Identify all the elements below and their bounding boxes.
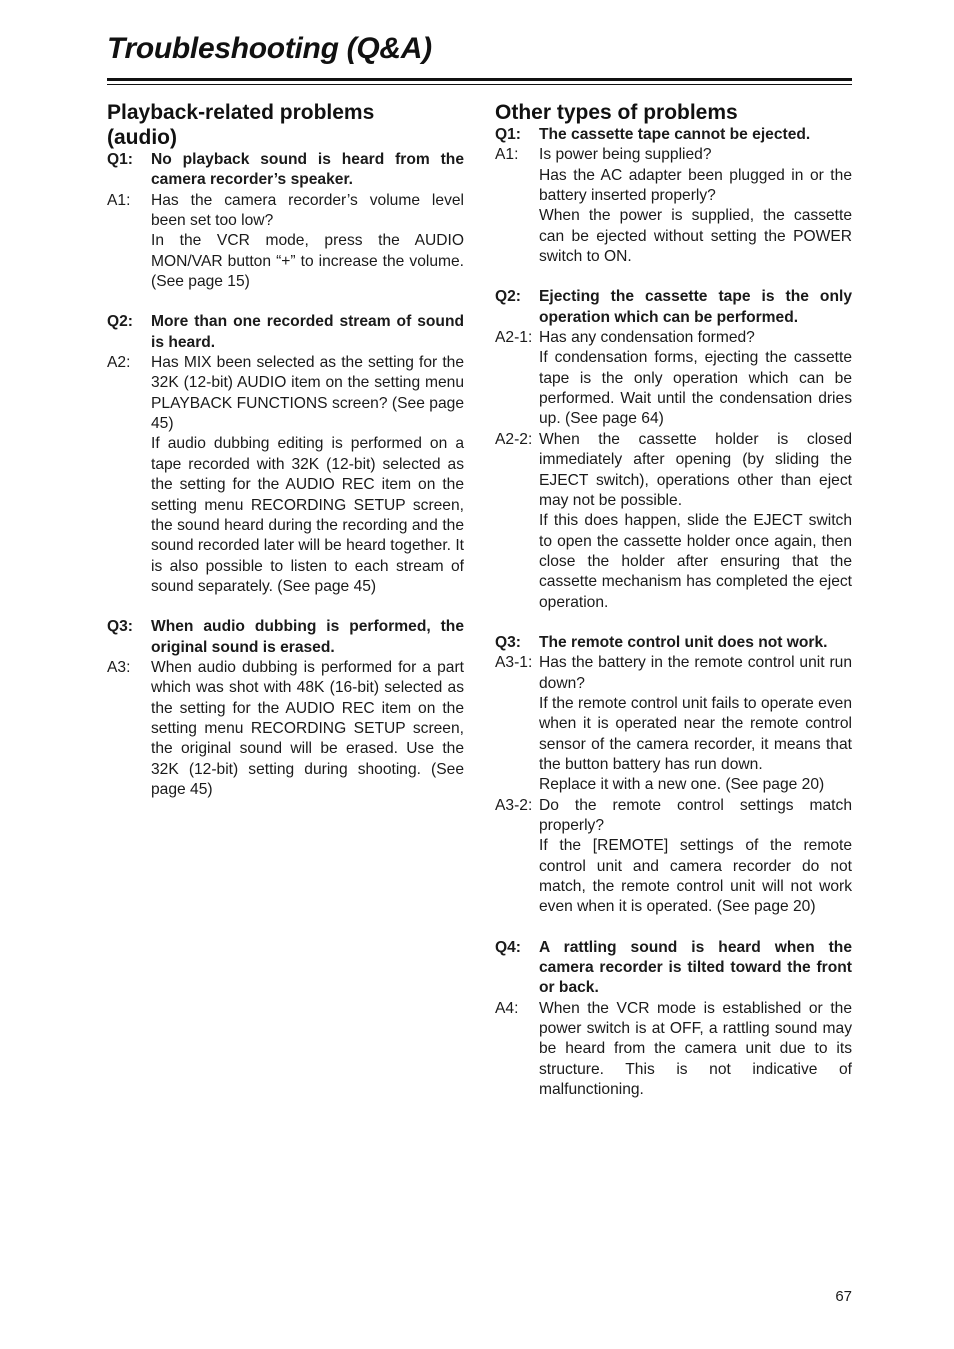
spacer: [495, 267, 852, 287]
answer: [495, 999, 852, 1101]
answer: [495, 511, 852, 613]
question-text: More than one recorded stream of sound is heard.: [151, 313, 464, 351]
question: [107, 617, 464, 658]
answer-label: A2-1:: [495, 329, 533, 347]
answer: [495, 694, 852, 775]
answer-label: [495, 166, 539, 207]
question-label: Q4:: [495, 938, 521, 956]
answer-text: If the remote control unit fails to operate even when it is operated near the remote control sensor of the camera recorder, it means that the button battery has run down.: [539, 694, 852, 773]
answer-label: A3-2:: [495, 796, 533, 814]
answer-text: Replace it with a new one. (See page 20): [539, 776, 825, 794]
answer-text: When the VCR mode is established or the power switch is at OFF, a rattling sound may be heard from the camera unit due to its structure. This is not indicative of malfunctioning.: [539, 999, 852, 1099]
section-title-playback-audio: Playback-related problems (audio): [107, 101, 375, 149]
answer: [495, 775, 852, 795]
answer-text: Has the camera recorder’s volume level been set too low?: [151, 191, 464, 230]
question: [495, 125, 852, 145]
answer-text: If this does happen, slide the EJECT switch to open the cassette holder once again, then close the holder after ensuring that the cassette mechanism has completed the eject operation.: [539, 512, 852, 611]
answer-text: In the VCR mode, press the AUDIO MON/VAR button “+” to increase the volume. (See page 15): [151, 232, 464, 291]
answer-label: [495, 511, 539, 613]
question-text: A rattling sound is heard when the camera recorder is tilted toward the front or back.: [539, 938, 852, 997]
answer-label: [107, 231, 151, 292]
answer-text: When audio dubbing is performed for a part which was shot with 48K (16-bit) selected as the setting for the AUDIO REC item on the setting menu RECORDING SETUP screen, the original sound will be erased. Use the 32K (12-bit) setting during shooting. (See page 45): [151, 658, 464, 798]
answer-text: When the power is supplied, the cassette can be ejected without setting the POWER switch to ON.: [539, 207, 852, 266]
answer-label: A4:: [495, 999, 519, 1017]
answer-label: A1:: [495, 146, 519, 164]
answer: [107, 191, 464, 232]
question-label: Q2:: [495, 288, 521, 306]
question-label: Q3:: [107, 618, 133, 636]
title-rule-thin: [107, 84, 852, 85]
answer: [495, 145, 852, 165]
answer: [107, 353, 464, 434]
answer: [495, 348, 852, 429]
question: [495, 633, 852, 653]
answer-label: [495, 206, 539, 267]
question-text: The remote control unit does not work.: [539, 633, 828, 651]
answer-text: Has the battery in the remote control unit run down?: [539, 654, 852, 692]
question: [107, 150, 464, 191]
answer-label: [495, 348, 539, 429]
answer-text: Do the remote control settings match properly?: [539, 796, 852, 834]
section-title-other-problems: Other types of problems: [495, 101, 738, 124]
answer-text: If the [REMOTE] settings of the remote control unit and camera recorder do not match, the remote control unit will not work even when it is operated. (See page 20): [539, 837, 852, 916]
answer: [495, 328, 852, 348]
spacer: [495, 918, 852, 938]
question: [495, 938, 852, 999]
answer-label: A3:: [107, 658, 131, 676]
left-column: [107, 100, 464, 800]
question: [495, 287, 852, 328]
answer: [495, 653, 852, 694]
answer-label: A1:: [107, 191, 131, 209]
answer: [107, 434, 464, 597]
question-text: No playback sound is heard from the camera recorder’s speaker.: [151, 151, 464, 189]
question-text: Ejecting the cassette tape is the only operation which can be performed.: [539, 288, 852, 326]
question-label: Q1:: [107, 151, 133, 168]
answer-label: [495, 836, 539, 917]
answer: [107, 231, 464, 292]
right-column: [495, 100, 852, 1100]
spacer: [495, 613, 852, 633]
title-rule-thick: [107, 78, 852, 81]
answer: [495, 166, 852, 207]
answer-label: A2-2:: [495, 430, 533, 448]
answer-text: Has MIX been selected as the setting for the 32K (12-bit) AUDIO item on the setting menu PLAYBACK FUNCTIONS screen? (See page 45): [151, 354, 464, 433]
answer: [107, 658, 464, 800]
answer: [495, 430, 852, 511]
right-qa-list: [495, 125, 852, 1100]
answer-text: Has any condensation formed?: [539, 329, 755, 347]
question-text: The cassette tape cannot be ejected.: [539, 126, 811, 143]
answer-label: [107, 434, 151, 597]
answer-text: If audio dubbing editing is performed on a tape recorded with 32K (12-bit) selected as the setting for the AUDIO REC item on the setting menu RECORDING SETUP screen, the sound heard during the recording and the sound recorded later will be heard together. It is also possible to listen to each stream of sound separately. (See page 45): [151, 435, 464, 595]
answer: [495, 796, 852, 837]
answer-text: Has the AC adapter been plugged in or the battery inserted properly?: [539, 166, 852, 205]
answer-label: A3-1:: [495, 654, 533, 672]
left-qa-list: [107, 150, 464, 800]
page-title: Troubleshooting (Q&A): [107, 32, 432, 65]
spacer: [107, 597, 464, 617]
page-number: 67: [835, 1288, 852, 1305]
question-text: When audio dubbing is performed, the original sound is erased.: [151, 618, 464, 656]
question-label: Q3:: [495, 633, 521, 651]
answer-text: Is power being supplied?: [539, 146, 712, 164]
answer-label: A2:: [107, 354, 131, 372]
answer-text: When the cassette holder is closed immediately after opening (by sliding the EJECT switch), operations other than eject may not be possible.: [539, 430, 852, 509]
answer-text: If condensation forms, ejecting the cassette tape is the only operation which can be performed. Wait until the condensation dries up. (See page 64): [539, 349, 852, 428]
answer-label: [495, 775, 539, 795]
answer: [495, 836, 852, 917]
question-label: Q2:: [107, 313, 133, 331]
question-label: Q1:: [495, 126, 521, 143]
question: [107, 312, 464, 353]
spacer: [107, 292, 464, 312]
answer: [495, 206, 852, 267]
answer-label: [495, 694, 539, 775]
